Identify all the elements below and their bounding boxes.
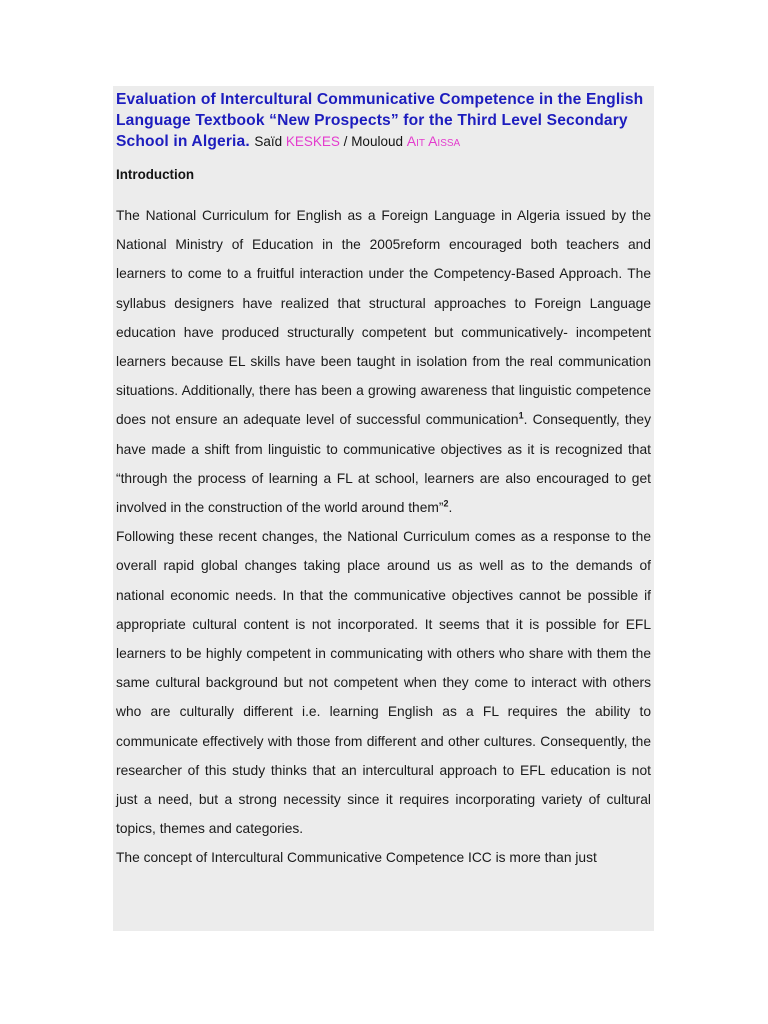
paragraph-1 (116, 201, 651, 522)
paragraph-1-part-1: The National Curriculum for English as a Foreign Language in Algeria issued by the National Ministry of Education in the 2005reform encouraged both teachers and learners to come to a fruitful interaction under the Competency-Based Approach. The syllabus designers have realized that structural approaches to Foreign Language education have produced structurally competent but communicatively- incompetent learners because EL skills have been taught in isolation from the real communication situations. Additionally, there has been a growing awareness that linguistic competence does not ensure an adequate level of successful communication (116, 208, 651, 428)
footnote-ref-2[interactable]: 2 (443, 498, 449, 509)
author2-first-name: Mouloud (351, 134, 403, 149)
section-heading: Introduction (116, 167, 195, 182)
paragraph-3: The concept of Intercultural Communicative Competence ICC is more than just (116, 850, 597, 866)
document-page (113, 86, 654, 931)
footnote-ref-1[interactable]: 1 (518, 410, 524, 421)
document-title-block (116, 89, 651, 152)
author1-last-name: KESKES (285, 134, 340, 149)
author1-first-name: Saïd (254, 134, 283, 149)
author-line (254, 134, 460, 149)
document-content (116, 89, 651, 873)
author-separator: / (343, 134, 348, 149)
paragraph-1-part-3: . (448, 500, 453, 516)
document-title: Evaluation of Intercultural Communicative Competence in the English Language Textbook “New Prospects” for the Third Level Secondary School in Algeria. (116, 91, 644, 150)
paragraph-1-part-2: . Consequently, they have made a shift from linguistic to communicative objectives as it is recognized that “through the process of learning a FL at school, learners are also encouraged to get involved in the construction of the world around them” (116, 412, 651, 516)
paragraph-2: Following these recent changes, the National Curriculum comes as a response to the overall rapid global changes taking place around us as well as to the demands of national economic needs. In that the communicative objectives cannot be possible if appropriate cultural content is not incorporated. It seems that it is possible for EFL learners to be highly competent in communicating with others who share with them the same cultural background but not competent when they come to interact with others who are culturally different i.e. learning English as a FL requires the ability to communicate effectively with those from different and other cultures. Consequently, the researcher of this study thinks that an intercultural approach to EFL education is not just a need, but a strong necessity since it requires incorporating variety of cultural topics, themes and categories. (116, 529, 651, 837)
author2-last-name: Ait Aissa (406, 133, 461, 149)
